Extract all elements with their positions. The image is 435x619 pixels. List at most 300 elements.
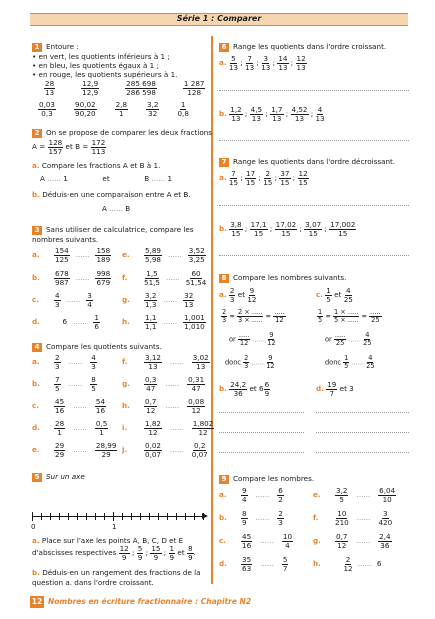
ex8-b-frac-2: $\frac{6}{9}$ [264, 380, 270, 398]
ex4-c-fraction-2: $\frac{54}{16}$ [95, 397, 106, 415]
axis-tick [176, 513, 177, 520]
ex8-c-donc-blank[interactable]: ...... [351, 358, 365, 367]
ex4-f-fraction-1: $\frac{3,12}{13}$ [145, 353, 162, 371]
axis-label-zero: 0 [31, 522, 36, 531]
ex6-row-b: b. $\frac{1,2}{13}$ ; $\frac{4,5}{13}$ ; $\frac{1,7}{13}$ ; $\frac{4,52}{13}$ ; $\frac{4}{13}$ [219, 105, 325, 123]
ex4-g-label: g. [122, 379, 130, 389]
ex9-h-label: h. [313, 559, 321, 569]
ex7-b-fraction: $\frac{3,8}{15}$ [230, 220, 242, 238]
ex8-item-a [219, 287, 256, 303]
ex7-a-fraction: $\frac{12}{15}$ [298, 169, 308, 187]
ex3-c-blank[interactable]: ...... [66, 295, 81, 305]
ex3-f-blank[interactable]: ...... [166, 273, 180, 283]
ex9-c-fraction-1: $\frac{45}{16}$ [242, 532, 252, 550]
ex5-fraction: $\frac{8}{9}$ [187, 544, 193, 562]
ex7-a-fraction: $\frac{37}{15}$ [280, 169, 290, 187]
ex1-quotient: 90,02 90,20 [75, 100, 96, 118]
ex8-a-calc-result[interactable]: ..... 12 [274, 308, 285, 324]
ex4-d-item [32, 420, 108, 436]
ex5-qb-label: b. [32, 568, 40, 577]
ex5-fraction: $\frac{12}{9}$ [119, 544, 129, 562]
ex1-intro: Entoure : [46, 42, 79, 51]
ex8-a-or-frac-1[interactable]: ..... 12 [238, 331, 250, 347]
ex4-g-fraction-1: $\frac{0,3}{47}$ [145, 375, 157, 393]
ex8-header [219, 273, 346, 283]
ex9-a-label: a. [219, 490, 227, 500]
ex7-a-label: a. [219, 173, 227, 183]
ex4-d-fraction-2: $\frac{0,5}{1}$ [95, 419, 108, 437]
ex4-g-fraction-2: $\frac{0,31}{47}$ [188, 375, 205, 393]
ex8-b-value: 6 [259, 384, 264, 394]
axis-tick [86, 513, 87, 520]
ex8-intro: Compare les nombres suivants. [233, 273, 347, 282]
ex4-i-fraction-1: $\frac{1,82}{12}$ [145, 419, 162, 437]
ex8-c-calc-mid[interactable]: $\frac{1 \times .....}{5 \times .....}$ [333, 308, 359, 324]
ex5-question-b-2: question a. dans l'ordre croissant. [32, 578, 154, 587]
axis-tick [104, 513, 105, 520]
ex8-c-calc-result[interactable]: ..... 25 [370, 308, 381, 324]
ex9-a-fraction-2: $\frac{6}{2}$ [278, 486, 283, 504]
ex7-b-fraction: $\frac{17,02}{15}$ [275, 220, 297, 238]
ex8-d-answer-line-2[interactable] [316, 432, 409, 433]
ex8-c-or-frac-1[interactable]: ..... 25 [334, 331, 346, 347]
ex4-c-item [32, 398, 106, 414]
ex9-c-blank[interactable]: ...... [260, 536, 274, 546]
ex2-qb-label: b. [32, 190, 40, 199]
axis-tick [158, 513, 159, 520]
ex3-e-label: e. [122, 250, 130, 260]
ex3-g-item [122, 292, 194, 308]
ex7-b-fraction: $\frac{17,002}{15}$ [330, 220, 356, 238]
ex5-question-a-1 [32, 536, 183, 545]
ex8-c-donc: donc $\frac{1}{5}$ ...... $\frac{4}{25}$ [325, 354, 375, 370]
ex1-bullet-1: • en vert, les quotients inférieurs à 1 ; [32, 52, 170, 61]
ex4-h-item [122, 398, 205, 414]
ex3-g-blank[interactable]: ...... [163, 295, 178, 305]
ex6-a-fraction: $\frac{12}{13}$ [296, 54, 306, 72]
ex4-intro: Compare les quotients suivants. [46, 342, 162, 351]
ex1-header [32, 42, 79, 52]
ex7-header [219, 157, 395, 167]
ex3-b-fraction-2: $\frac{998}{679}$ [96, 269, 111, 287]
ex8-a-frac-2: $\frac{9}{12}$ [247, 286, 257, 304]
ex3-g-fraction-2: $\frac{32}{13}$ [184, 291, 194, 309]
ex5-et: et [177, 548, 185, 558]
ex3-g-fraction-1: $\frac{3,2}{1,3}$ [145, 291, 157, 309]
ex2-question-b [32, 190, 191, 199]
ex5-qb-text-1: Déduis-en un rangement des fractions de la [42, 568, 201, 577]
ex2-answer-b [102, 204, 130, 213]
ex9-b-item [219, 510, 284, 526]
ex9-b-label: b. [219, 513, 227, 523]
ex4-h-fraction-1: $\frac{0,7}{12}$ [145, 397, 157, 415]
ex8-d-label: d. [316, 384, 324, 394]
ex3-e-blank[interactable]: ...... [168, 250, 182, 260]
ex9-d-blank[interactable]: ...... [260, 559, 274, 569]
ex9-b-fraction-1: $\frac{8}{9}$ [242, 509, 247, 527]
ex3-d-blank[interactable]: ...... [73, 317, 88, 327]
ex3-d-frac: $\frac{1}{6}$ [94, 313, 99, 331]
ex9-b-blank[interactable]: ...... [255, 513, 270, 523]
ex4-a-fraction-2: $\frac{4}{3}$ [91, 353, 96, 371]
ex2-qb-text: Déduis-en une comparaison entre A et B. [42, 190, 191, 199]
ex2-a-one-2: 1 [167, 174, 173, 183]
ex8-c-label: c. [316, 290, 323, 300]
ex1-quotient: 285 698 286 598 [126, 79, 156, 97]
ex8-a-donc: donc $\frac{2}{3}$ ...... $\frac{9}{12}$ [225, 354, 275, 370]
ex2-et-b: et B = [65, 142, 89, 152]
ex1-quotient: 3,2 32 [147, 100, 159, 118]
ex8-a-or: or ..... 12 ...... $\frac{9}{12}$ [229, 331, 276, 347]
ex3-h-label: h. [122, 317, 130, 327]
ex1-bullet-2: • en bleu, les quotients égaux à 1 ; [32, 61, 159, 70]
ex9-d-label: d. [219, 559, 227, 569]
ex8-d-frac: $\frac{19}{7}$ [327, 380, 337, 398]
chapter-footer: Nombres en écriture fractionnaire : Chapitre N2 [48, 597, 252, 606]
ex4-j-fraction-1: $\frac{0,02}{0,07}$ [145, 441, 162, 459]
ex8-b-label: b. [219, 384, 227, 394]
axis-arrow [202, 513, 208, 519]
ex9-h-frac: $\frac{2}{12}$ [343, 555, 353, 573]
ex6-b-fraction: $\frac{1,7}{13}$ [271, 105, 283, 123]
ex4-j-label: j. [122, 445, 128, 455]
ex4-d-label: d. [32, 423, 40, 433]
ex8-a-or-blank[interactable]: ...... [252, 335, 266, 344]
ex9-d-fraction-2: $\frac{5}{7}$ [282, 555, 288, 573]
ex4-f-label: f. [122, 357, 128, 367]
ex2-a-eq: A = [32, 142, 46, 152]
ex6-b-fraction: $\frac{1,2}{13}$ [230, 105, 242, 123]
ex9-f-item [313, 510, 392, 526]
axis-tick [95, 513, 96, 520]
ex9-g-label: g. [313, 536, 321, 546]
ex4-j-item [122, 442, 208, 458]
ex8-d-answer-line-1[interactable] [316, 412, 409, 413]
ex8-a-calc: $\frac{2}{3}$ = $\frac{2 \times .....}{3 \times .....}$ = ..... 12 [222, 308, 285, 324]
ex1-quotient: 1 0,8 [177, 100, 189, 118]
ex9-f-label: f. [313, 513, 319, 523]
ex3-f-fraction-1: $\frac{1,5}{51,5}$ [144, 269, 161, 287]
ex3-e-fraction-2: $\frac{3,52}{3,25}$ [188, 246, 205, 264]
ex1-row-1 [44, 80, 205, 96]
ex9-g-blank[interactable]: ...... [356, 536, 371, 546]
ex4-e-item [32, 442, 117, 458]
ex5-qa-text-1: Place sur l'axe les points A, B, C, D et E [41, 536, 184, 545]
ex3-b-item [32, 270, 111, 286]
ex3-a-fraction-1: $\frac{154}{125}$ [55, 246, 69, 264]
ex7-b-fraction: $\frac{17,1}{15}$ [250, 220, 267, 238]
ex7-b-answer-line[interactable] [219, 255, 409, 256]
ex8-c-calc: $\frac{1}{5}$ = $\frac{1 \times .....}{5 \times .....}$ = ..... 25 [318, 308, 381, 324]
ex4-h-fraction-2: $\frac{0,08}{12}$ [188, 397, 205, 415]
ex3-e-item [122, 247, 206, 263]
ex2-number: 2 [32, 129, 42, 138]
ex3-e-fraction-1: $\frac{5,89}{5,98}$ [145, 246, 162, 264]
ex4-a-blank[interactable]: ...... [68, 357, 83, 367]
ex8-a-calc-mid[interactable]: $\frac{2 \times .....}{3 \times .....}$ [237, 308, 263, 324]
ex7-b-fraction: $\frac{3,07}{15}$ [305, 220, 322, 238]
ex6-row-a: a. $\frac{5}{13}$ ; $\frac{7}{13}$ ; $\frac{3}{13}$ ; $\frac{14}{13}$ ; $\frac{12}{13}$ [219, 54, 306, 72]
ex4-g-item [122, 376, 205, 392]
series-title: Série 1 : Comparer [176, 14, 262, 23]
ex5-header [32, 472, 85, 482]
ex4-b-label: b. [32, 379, 40, 389]
axis-tick [77, 513, 78, 520]
ex2-qa-text: Compare les fractions A et B à 1. [41, 161, 161, 170]
ex1-quotient: 28 13 [45, 79, 55, 97]
ex7-row-a: a. $\frac{7}{15}$ ; $\frac{17}{15}$ ; $\frac{2}{15}$ ; $\frac{37}{15}$ ; $\frac{12}{15}$ [219, 169, 308, 187]
axis-tick [41, 513, 42, 520]
ex4-c-blank[interactable]: ...... [73, 401, 87, 411]
ex2-intro: On se propose de comparer les deux fractions [46, 128, 213, 137]
ex8-c-or-blank[interactable]: ...... [348, 335, 362, 344]
ex4-j-fraction-2: $\frac{0,2}{0,07}$ [191, 441, 208, 459]
ex8-a-et: et [237, 290, 246, 300]
ex2-a-B: B [144, 174, 150, 183]
ex9-a-item [219, 487, 284, 503]
ex6-intro: Range les quotients dans l'ordre croissant. [233, 42, 387, 51]
ex6-b-fraction: $\frac{4,52}{13}$ [291, 105, 308, 123]
ex3-f-item [122, 270, 206, 286]
ex2-a-et: et [102, 174, 110, 183]
ex3-intro-2: nombres suivants. [32, 235, 99, 244]
ex2-definition [32, 139, 106, 155]
ex3-d-label: d. [32, 317, 40, 327]
axis-label-one: 1 [112, 522, 117, 531]
ex1-quotient: 12,9 12,9 [82, 79, 99, 97]
ex3-c-fraction-2: $\frac{3}{4}$ [87, 291, 92, 309]
ex8-item-d [316, 381, 354, 397]
ex7-b-label: b. [219, 224, 227, 234]
ex9-b-fraction-2: $\frac{2}{3}$ [278, 509, 283, 527]
ex9-number: 9 [219, 475, 229, 484]
ex9-h-value: 6 [376, 559, 382, 569]
ex4-a-item [32, 354, 97, 370]
ex5-fraction: $\frac{15}{9}$ [151, 544, 161, 562]
ex4-a-fraction-1: $\frac{2}{3}$ [55, 353, 60, 371]
ex9-e-label: e. [313, 490, 321, 500]
ex4-d-fraction-1: $\frac{28}{1}$ [55, 419, 65, 437]
ex4-i-item [122, 420, 214, 436]
ex3-item-d [32, 314, 100, 330]
ex4-j-blank[interactable]: ...... [170, 445, 184, 455]
ex2-b-A: A [102, 204, 107, 213]
axis-tick [167, 513, 168, 520]
ex3-c-item [32, 292, 93, 308]
ex5-fraction: $\frac{5}{9}$ [137, 544, 143, 562]
ex3-h-blank[interactable]: ...... [163, 317, 178, 327]
ex5-title: Sur un axe [46, 472, 85, 481]
ex2-b-B: B [125, 204, 131, 213]
ex7-intro: Range les quotients dans l'ordre décroissant. [233, 157, 396, 166]
ex4-e-blank[interactable]: ...... [73, 445, 87, 455]
ex4-h-blank[interactable]: ...... [165, 401, 180, 411]
ex3-intro-1: Sans utiliser de calculatrice, compare les [46, 225, 194, 234]
ex9-f-fraction-2: $\frac{3}{420}$ [378, 509, 393, 527]
ex8-b-et: et [249, 384, 257, 394]
number-axis [32, 516, 204, 517]
ex9-d-fraction-1: $\frac{35}{63}$ [242, 555, 252, 573]
ex9-g-fraction-1: $\frac{0,7}{12}$ [336, 532, 348, 550]
ex6-b-answer-line[interactable] [219, 140, 409, 141]
ex3-number: 3 [32, 226, 42, 235]
ex1-quotient: 2,8 1 [115, 100, 128, 118]
ex9-a-fraction-1: $\frac{9}{4}$ [242, 486, 247, 504]
axis-tick [149, 513, 150, 520]
axis-tick [50, 513, 51, 520]
ex4-b-fraction-2: $\frac{8}{5}$ [91, 375, 96, 393]
ex3-f-label: f. [122, 273, 128, 283]
ex9-e-fraction-2: $\frac{6,04}{10}$ [379, 486, 396, 504]
axis-tick [59, 513, 60, 520]
ex9-intro: Compare les nombres. [233, 474, 315, 483]
ex5-question-b-1 [32, 568, 201, 577]
ex4-e-fraction-2: $\frac{28,99}{29}$ [95, 441, 117, 459]
ex8-c-et: et [334, 290, 342, 300]
ex9-h-blank[interactable]: ...... [357, 559, 372, 569]
ex6-a-fraction: $\frac{3}{13}$ [261, 54, 271, 72]
ex8-a-label: a. [219, 290, 227, 300]
ex7-number: 7 [219, 158, 229, 167]
ex3-b-fraction-1: $\frac{678}{987}$ [55, 269, 69, 287]
ex3-h-fraction-1: $\frac{1,1}{1,1}$ [145, 313, 157, 331]
ex9-e-blank[interactable]: ...... [356, 490, 371, 500]
ex9-f-fraction-1: $\frac{10}{210}$ [335, 509, 349, 527]
ex4-i-fraction-2: $\frac{1,802}{12}$ [192, 419, 214, 437]
ex8-number: 8 [219, 274, 229, 283]
page-number: 12 [31, 597, 43, 606]
ex8-d-et: et 3 [339, 384, 354, 394]
ex4-e-fraction-1: $\frac{29}{29}$ [55, 441, 65, 459]
ex3-header [32, 225, 194, 235]
ex9-c-item [219, 533, 293, 549]
ex1-number: 1 [32, 43, 42, 52]
ex4-b-blank[interactable]: ...... [68, 379, 83, 389]
ex6-b-fraction: $\frac{4}{13}$ [315, 105, 325, 123]
ex8-b-answer-line-1[interactable] [219, 412, 304, 413]
axis-tick [185, 513, 186, 520]
ex9-c-fraction-2: $\frac{10}{4}$ [282, 532, 293, 550]
ex9-d-item [219, 556, 288, 572]
ex2-header [32, 128, 212, 138]
ex8-a-frac-1: $\frac{2}{3}$ [229, 286, 235, 304]
ex7-row-b: b. $\frac{3,8}{15}$ ; $\frac{17,1}{15}$ ; $\frac{17,02}{15}$ ; $\frac{3,07}{15}$ ; $\frac{17,002}{15}$ [219, 220, 356, 238]
ex9-f-blank[interactable]: ...... [356, 513, 371, 523]
ex9-header [219, 474, 314, 484]
ex4-b-item [32, 376, 97, 392]
ex5-qa-label: a. [32, 536, 40, 545]
ex1-quotient: 1 287 128 [183, 79, 205, 97]
axis-tick [113, 512, 114, 521]
ex3-a-blank[interactable]: ...... [75, 250, 90, 260]
ex4-f-fraction-2: $\frac{3,02}{13}$ [192, 353, 209, 371]
ex5-number: 5 [32, 473, 42, 482]
ex7-a-fraction: $\frac{17}{15}$ [246, 169, 256, 187]
ex4-e-label: e. [32, 445, 40, 455]
ex6-a-fraction: $\frac{7}{13}$ [245, 54, 255, 72]
ex6-a-fraction: $\frac{14}{13}$ [278, 54, 288, 72]
ex7-a-fraction: $\frac{7}{15}$ [228, 169, 239, 187]
ex3-b-blank[interactable]: ...... [75, 273, 90, 283]
ex5-fraction: $\frac{1}{9}$ [169, 544, 175, 562]
ex3-h-item [122, 314, 206, 330]
ex9-g-fraction-2: $\frac{2,4}{36}$ [379, 532, 391, 550]
ex4-header [32, 342, 162, 352]
ex8-b-answer-line-3[interactable] [219, 452, 304, 453]
ex8-b-frac-1: $\frac{24,2}{36}$ [230, 380, 247, 398]
ex8-b-answer-line-2[interactable] [219, 432, 304, 433]
series-header [30, 13, 408, 26]
ex5-qa-text-2: d'abscisses respectives [32, 548, 117, 558]
ex6-a-answer-line[interactable] [219, 90, 409, 91]
ex2-a-one-1: 1 [63, 174, 68, 183]
axis-tick [122, 513, 123, 520]
ex3-f-fraction-2: $\frac{60}{51,54}$ [185, 269, 207, 287]
ex2-question-a [32, 161, 160, 170]
ex8-item-c [316, 287, 353, 303]
ex4-f-item [122, 354, 210, 370]
ex2-a-A: A [40, 174, 45, 183]
ex8-c-or: or ..... 25 ...... $\frac{4}{25}$ [325, 331, 372, 347]
ex4-c-label: c. [32, 401, 39, 411]
ex4-i-label: i. [122, 423, 128, 433]
ex4-g-blank[interactable]: ...... [165, 379, 180, 389]
ex8-d-answer-line-3[interactable] [316, 452, 409, 453]
ex7-a-answer-line[interactable] [219, 205, 409, 206]
ex3-b-label: b. [32, 273, 40, 283]
ex3-g-label: g. [122, 295, 130, 305]
ex4-f-blank[interactable]: ...... [170, 357, 184, 367]
ex6-number: 6 [219, 43, 229, 52]
ex2-a-blank-1[interactable]: ...... [47, 174, 61, 183]
ex8-c-frac-2: $\frac{4}{25}$ [343, 286, 353, 304]
ex4-number: 4 [32, 343, 42, 352]
ex9-e-fraction-1: $\frac{3,2}{5}$ [336, 486, 348, 504]
ex6-a-fraction: $\frac{5}{13}$ [228, 54, 239, 72]
ex3-d-value: 6 [62, 317, 68, 327]
ex4-i-blank[interactable]: ...... [170, 423, 184, 433]
ex2-frac-a: $\frac{128}{157}$ [48, 138, 63, 156]
ex6-b-fraction: $\frac{4,5}{13}$ [250, 105, 263, 123]
ex6-header [219, 42, 386, 52]
ex3-a-label: a. [32, 250, 40, 260]
column-divider [211, 36, 213, 584]
ex8-item-b [219, 381, 270, 397]
ex2-frac-b: $\frac{172}{113}$ [91, 138, 106, 156]
ex3-h-fraction-2: $\frac{1,001}{1,010}$ [184, 313, 205, 331]
ex4-b-fraction-1: $\frac{7}{5}$ [55, 375, 60, 393]
ex9-g-item [313, 533, 392, 549]
ex1-quotient: 0,03 0,3 [39, 100, 56, 118]
ex9-c-label: c. [219, 536, 226, 546]
ex2-qa-label: a. [32, 161, 40, 170]
ex3-a-fraction-2: $\frac{158}{189}$ [96, 246, 111, 264]
ex3-c-fraction-1: $\frac{4}{3}$ [55, 291, 60, 309]
ex8-a-donc-blank[interactable]: ...... [251, 358, 265, 367]
ex3-c-label: c. [32, 295, 39, 305]
ex1-row-2 [38, 101, 189, 117]
ex7-a-fraction: $\frac{2}{15}$ [263, 169, 273, 187]
ex9-a-blank[interactable]: ...... [255, 490, 270, 500]
ex2-a-blank-2[interactable]: ...... [151, 174, 166, 183]
ex9-e-item [313, 487, 396, 503]
ex4-d-blank[interactable]: ...... [73, 423, 87, 433]
ex2-b-blank[interactable]: ...... [109, 204, 123, 213]
ex4-a-label: a. [32, 357, 40, 367]
ex1-bullet-3: • en rouge, les quotients supérieurs à 1. [32, 70, 178, 79]
ex5-question-a-2: d'abscisses respectives $\frac{12}{9}$ ; $\frac{5}{9}$ ; $\frac{15}{9}$ ; $\frac{1}{9}$ et $\frac{8}{9}$ . [32, 544, 196, 562]
ex6-b-label: b. [219, 109, 227, 119]
